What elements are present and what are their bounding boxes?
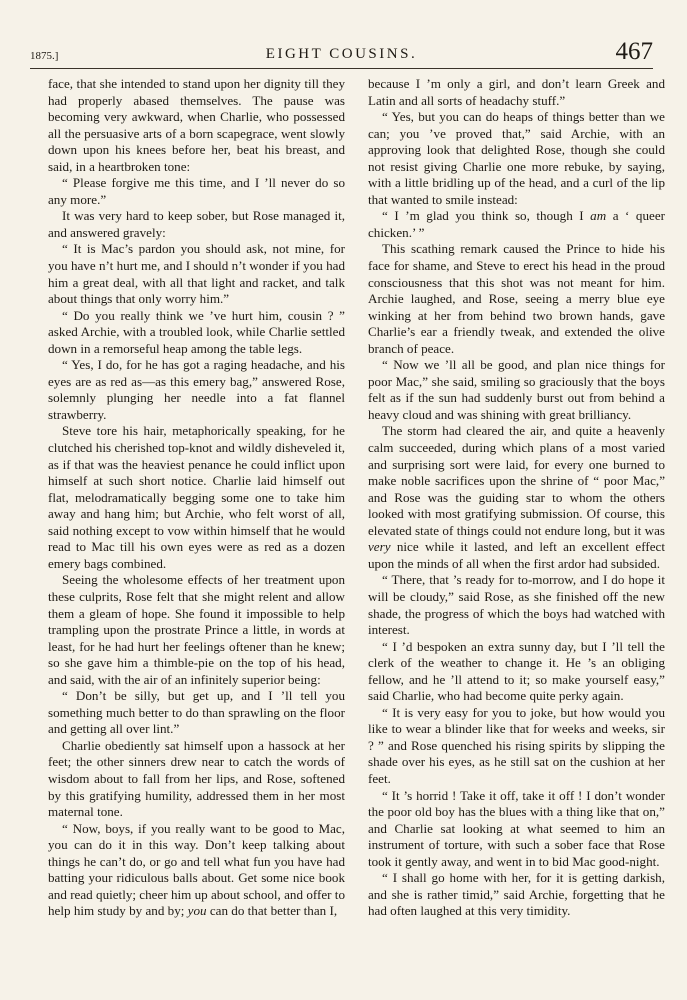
paragraph: The storm had cleared the air, and quite a heavenly calm succeeded, during which plans of a most varied and surprising sort were laid, for every one burned to make noble sacrifices upon the shrine of “ poor Mac,” and Rose was the guiding star to whom the others looked with most gratifying submission. Of course, this elevated state of things could not endure long, but it was very nice while it lasted, and left an excellent effect upon the minds of all when the first ardor had subsided.: [368, 423, 665, 571]
paragraph: Seeing the wholesome effects of her treatment upon these culprits, Rose felt that she might relent and allow them a gleam of hope. She found it impossible to help trampling upon the prostrate Prince a little, in words at least, for he had hurt her feelings oftener than he knew; so she gave him a thimble-pie on the top of his head, and said, with the air of an infinitely superior being:: [48, 572, 345, 687]
paragraph: It was very hard to keep sober, but Rose managed it, and answered gravely:: [48, 208, 345, 240]
right-column: [368, 76, 665, 920]
paragraph: “ I shall go home with her, for it is getting darkish, and she is rather timid,” said Archie, forgetting that he had often laughed at this very timidity.: [368, 870, 665, 919]
paragraph: “ Yes, but you can do heaps of things better than we can; you ’ve proved that,” said Archie, with an approving look that delighted Rose, though she could not resist giving Charlie one more rebuke, by saying, with a little bridling up of the head, and a curl of the lip that wanted to smile instead:: [368, 109, 665, 207]
paragraph: “ Do you really think we ’ve hurt him, cousin ? ” asked Archie, with a troubled look, while Charlie settled down in a remorseful heap among the table legs.: [48, 307, 345, 356]
paragraph: face, that she intended to stand upon her dignity till they had properly abased themselves. The pause was becoming very awkward, when Charlie, who possessed all the persuasive arts of a born scapegrace, went slowly down upon his knees before her, beat his breast, and said, in a heartbroken tone:: [48, 76, 345, 174]
page-number: 467: [615, 38, 653, 65]
paragraph: “ Please forgive me this time, and I ’ll never do so any more.”: [48, 175, 345, 207]
paragraph: “ Now, boys, if you really want to be good to Mac, you can do it in this way. Don’t keep talking about things he can’t do, or go and tell what fun you have had batting your ridiculous balls about. Get some nice book and read quietly; cheer him up about school, and offer to help him study by and by; you can do that better than I,: [48, 820, 345, 919]
paragraph: Steve tore his hair, metaphorically speaking, for he clutched his cherished top-knot and wildly disheveled it, as if that was the heaviest penance he could inflict upon himself at such short notice. Charlie laid himself out flat, melodramatically begging some one to take him away and hang him; but Archie, who felt worst of all, said nothing except to vow within himself that he would read to Mac till his own eyes were as red as a dozen emery bags combined.: [48, 423, 345, 571]
italic-emphasis: very: [368, 539, 391, 555]
header-year: 1875.]: [30, 50, 59, 62]
paragraph: because I ’m only a girl, and don’t learn Greek and Latin and all sorts of headachy stuff.”: [368, 76, 665, 108]
paragraph: “ There, that ’s ready for to-morrow, and I do hope it will be cloudy,” said Rose, as she finished off the new shade, the progress of which the boys had watched with interest.: [368, 572, 665, 638]
paragraph: “ I ’m glad you think so, though I am a ‘ queer chicken.’ ”: [368, 208, 665, 240]
paragraph: “ It ’s horrid ! Take it off, take it off ! I don’t wonder the poor old boy has the blues with a thing like that on,” and Charlie sat looking at what seemed to him an instrument of torture, with such a sober face that Rose took it gently away, and went in to bid Mac good-night.: [368, 787, 665, 869]
italic-emphasis: you: [187, 903, 207, 919]
paragraph: “ I ’d bespoken an extra sunny day, but I ’ll tell the clerk of the weather to change it. He ’s an obliging fellow, and he ’ll attend to it; so make yourself easy,” said Charlie, who had become quite perky again.: [368, 638, 665, 704]
header-rule: [30, 68, 653, 69]
italic-emphasis: am: [590, 208, 607, 224]
paragraph: “ Now we ’ll all be good, and plan nice things for poor Mac,” she said, smiling so graciously that the boys felt as if the sun had suddenly burst out from behind a heavy cloud and was shining with great brilliancy.: [368, 357, 665, 422]
paragraph: “ Don’t be silly, but get up, and I ’ll tell you something much better to do than sprawling on the floor and getting all over lint.”: [48, 688, 345, 737]
header-title: EIGHT COUSINS.: [265, 46, 418, 62]
paragraph: “ Yes, I do, for he has got a raging headache, and his eyes are as red as—as this emery bag,” answered Rose, solemnly plunging her needle into a fat flannel strawberry.: [48, 357, 345, 422]
paragraph: “ It is Mac’s pardon you should ask, not mine, for you have n’t hurt me, and I should n’t wonder if you had him a great deal, with all that light and racket, and talk about things that only worry him.”: [48, 241, 345, 307]
paragraph: Charlie obediently sat himself upon a hassock at her feet; the other sinners drew near to catch the words of wisdom about to fall from her lips, and Rose, softened by this gratifying humility, addressed them in her most maternal tone.: [48, 737, 345, 820]
running-header: [30, 40, 653, 64]
left-column: [48, 76, 345, 920]
paragraph: “ It is very easy for you to joke, but how would you like to wear a blinder like that for weeks and weeks, sir ? ” and Rose quenched his rising spirits by slipping the shade over his eyes, as he still sat on the cushion at her feet.: [368, 704, 665, 786]
paragraph: This scathing remark caused the Prince to hide his face for shame, and Steve to erect his head in the proud consciousness that this shot was not meant for him. Archie laughed, and Rose, seeing a merry blue eye winking at her from behind two brown hands, gave Charlie’s ear a friendly tweak, and extended the olive branch of peace.: [368, 241, 665, 356]
